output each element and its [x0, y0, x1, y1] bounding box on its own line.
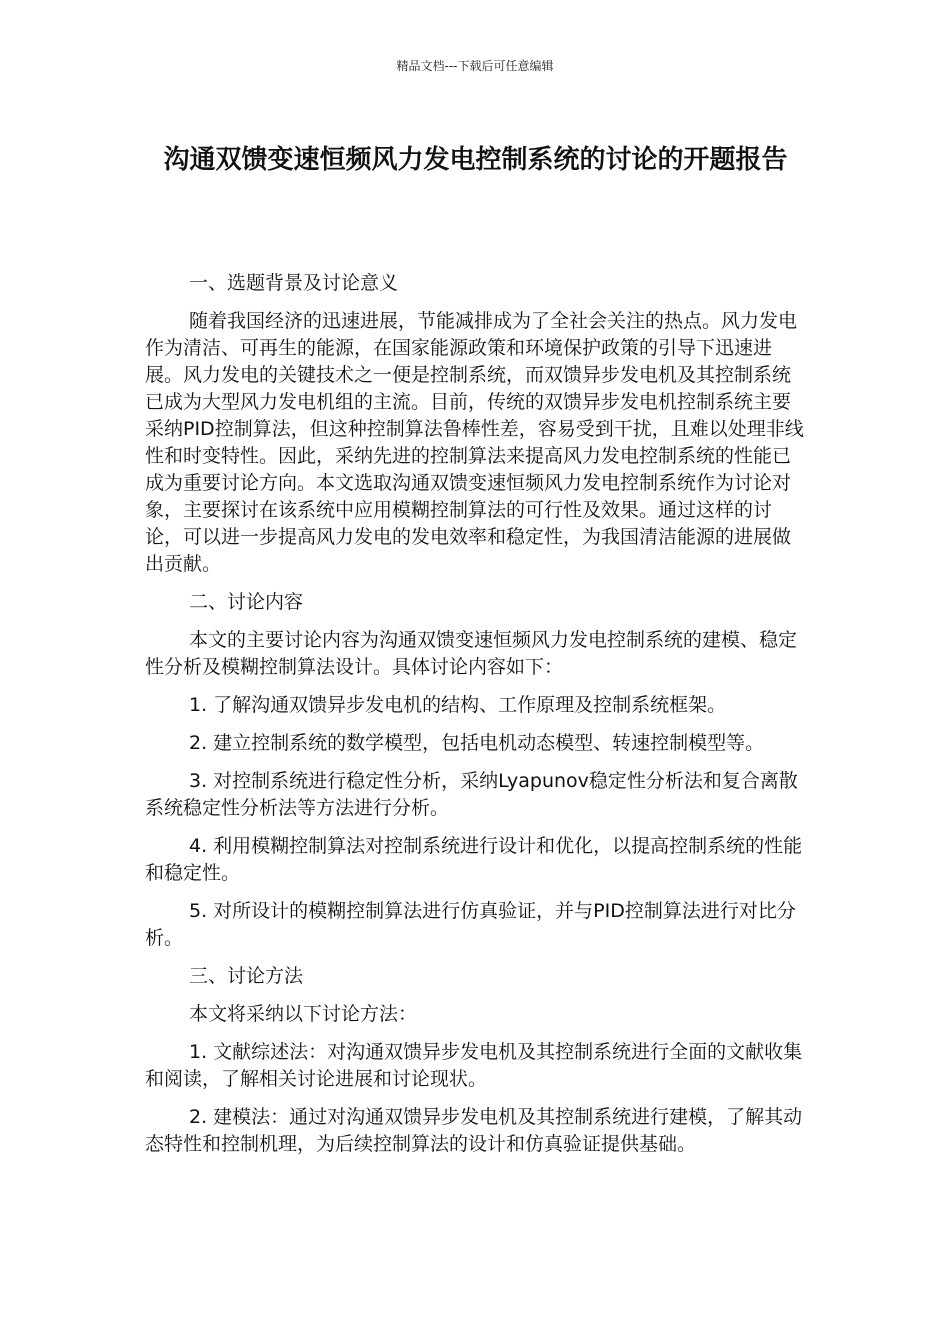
section-2-heading: 二、讨论内容 — [189, 591, 304, 613]
document-title: 沟通双馈变速恒频风力发电控制系统的讨论的开题报告 — [163, 145, 788, 175]
section-3-heading: 三、讨论方法 — [189, 965, 304, 987]
section-3-item: 2. 建模法：通过对沟通双馈异步发电机及其控制系统进行建模，了解其动态特性和控制机理，为后续控制算法的设计和仿真验证提供基础。 — [145, 1106, 803, 1155]
section-1-paragraph: 随着我国经济的迅速进展，节能减排成为了全社会关注的热点。风力发电作为清洁、可再生的能源，在国家能源政策和环境保护政策的引导下迅速进展。风力发电的关键技术之一便是控制系统，而双馈异步发电机及其控制系统已成为大型风力发电机组的主流。目前，传统的双馈异步发电机控制系统主要采纳PID控制算法，但这种控制算法鲁棒性差，容易受到干扰，且难以处理非线性和时变特性。因此，采纳先进的控制算法来提高风力发电控制系统的性能已成为重要讨论方向。本文选取沟通双馈变速恒频风力发电控制系统作为讨论对象，主要探讨在该系统中应用模糊控制算法的可行性及效果。通过这样的讨论，可以进一步提高风力发电的发电效率和稳定性，为我国清洁能源的进展做出贡献。 — [145, 310, 804, 575]
section-1-heading: 一、选题背景及讨论意义 — [189, 272, 399, 294]
section-2-item: 5. 对所设计的模糊控制算法进行仿真验证，并与PID控制算法进行对比分析。 — [145, 900, 796, 949]
section-3-item: 1. 文献综述法：对沟通双馈异步发电机及其控制系统进行全面的文献收集和阅读，了解相关讨论进展和讨论现状。 — [145, 1041, 803, 1090]
document-body — [145, 270, 807, 1169]
section-3-intro: 本文将采纳以下讨论方法： — [189, 1003, 418, 1025]
page-header: 精品文档---下载后可任意编辑 — [396, 59, 554, 73]
section-2-item: 2. 建立控制系统的数学模型，包括电机动态模型、转速控制模型等。 — [189, 732, 765, 754]
section-2-item: 1. 了解沟通双馈异步发电机的结构、工作原理及控制系统框架。 — [189, 694, 727, 716]
section-2-item: 4. 利用模糊控制算法对控制系统进行设计和优化，以提高控制系统的性能和稳定性。 — [145, 835, 803, 884]
section-2-item: 3. 对控制系统进行稳定性分析，采纳Lyapunov稳定性分析法和复合离散系统稳定性分析法等方法进行分析。 — [145, 770, 798, 819]
section-2-intro: 本文的主要讨论内容为沟通双馈变速恒频风力发电控制系统的建模、稳定性分析及模糊控制算法设计。具体讨论内容如下： — [145, 629, 798, 678]
